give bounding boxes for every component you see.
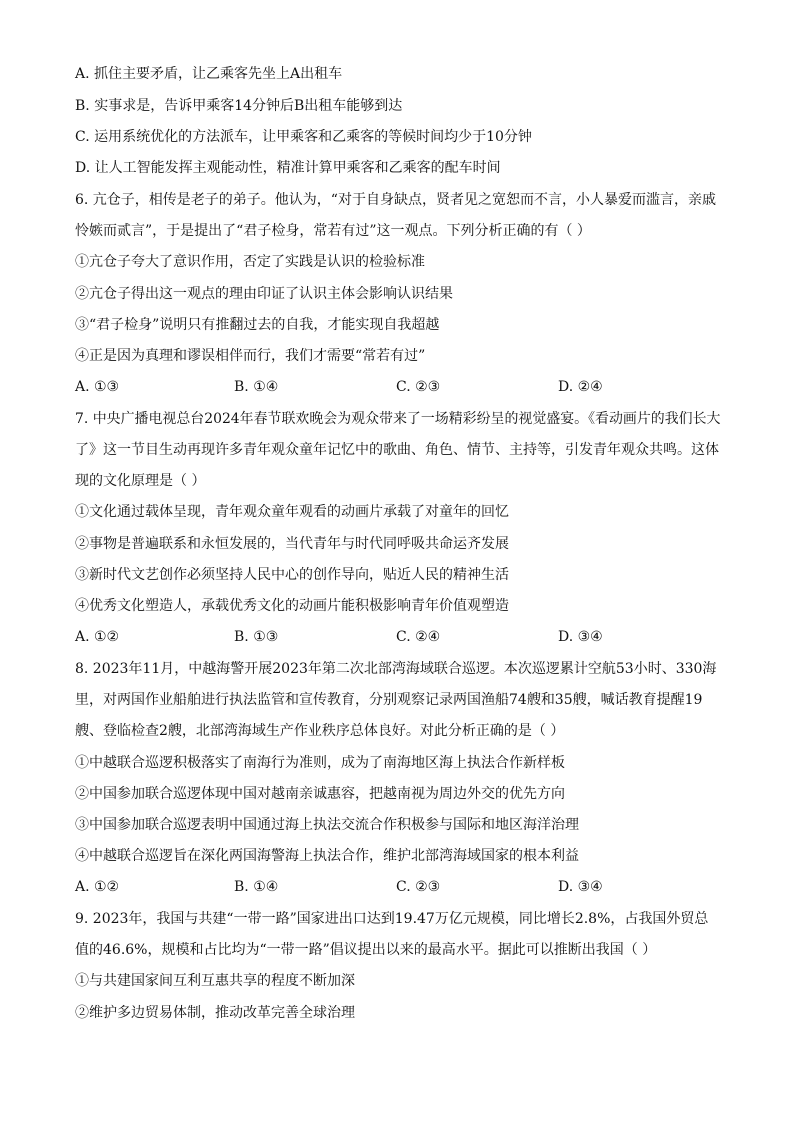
q6-statement-3: ③“君子检身”说明只有推翻过去的自我，才能实现自我超越 — [75, 317, 440, 333]
q5-option-a: A. 抓住主要矛盾，让乙乘客先坐上A出租车 — [75, 66, 343, 82]
q8-choice-a: A. ①② — [75, 879, 120, 895]
q7-choice-a: A. ①② — [75, 629, 120, 645]
q7-choice-c: C. ②④ — [396, 629, 441, 645]
q8-stem-line-2: 里，对两国作业船舶进行执法监管和宣传教育，分别观察记录两国渔船74艘和35艘，喊话教育提醒19 — [75, 692, 703, 708]
q6-choice-c: C. ②③ — [396, 379, 441, 395]
q8-stem-line-1: 8. 2023年11月，中越海警开展2023年第二次北部湾海域联合巡逻。本次巡逻累计空航53小时、330海 — [75, 661, 717, 677]
q7-statement-4: ④优秀文化塑造人，承载优秀文化的动画片能积极影响青年价值观塑造 — [75, 598, 509, 614]
q6-choice-b: B. ①④ — [234, 379, 279, 395]
q6-stem-line-1: 6. 亢仓子，相传是老子的弟子。他认为，“对于自身缺点，贤者见之宽恕而不言，小人暴爱而滥言，亲戚 — [75, 192, 716, 208]
q6-statement-4: ④正是因为真理和谬误相伴而行，我们才需要“常若有过” — [75, 348, 426, 364]
q8-choice-c: C. ②③ — [396, 879, 441, 895]
q6-statement-1: ①亢仓子夸大了意识作用，否定了实践是认识的检验标准 — [75, 254, 425, 270]
q5-option-d: D. 让人工智能发挥主观能动性，精准计算甲乘客和乙乘客的配车时间 — [75, 160, 501, 176]
q8-statement-1: ①中越联合巡逻积极落实了南海行为准则，成为了南海地区海上执法合作新样板 — [75, 755, 565, 771]
q7-stem-line-1: 7. 中央广播电视总台2024年春节联欢晚会为观众带来了一场精彩纷呈的视觉盛宴。《看动画片的我们长大 — [75, 411, 721, 427]
q7-statement-1: ①文化通过载体呈现，青年观众童年观看的动画片承载了对童年的回忆 — [75, 504, 509, 520]
q7-stem-line-3: 现的文化原理是（ ） — [75, 473, 206, 489]
q6-choice-d: D. ②④ — [558, 379, 603, 395]
q6-stem-line-2: 怜嫉而贰言”，于是提出了“君子检身，常若有过”这一观点。下列分析正确的有（ ） — [75, 223, 591, 239]
q8-statement-2: ②中国参加联合巡逻体现中国对越南亲诚惠容，把越南视为周边外交的优先方向 — [75, 786, 565, 802]
q5-option-c: C. 运用系统优化的方法派车，让甲乘客和乙乘客的等候时间均少于10分钟 — [75, 129, 532, 145]
q5-option-b: B. 实事求是，告诉甲乘客14分钟后B出租车能够到达 — [75, 98, 403, 114]
q8-stem-line-3: 艘、登临检查2艘，北部湾海域生产作业秩序总体良好。对此分析正确的是（ ） — [75, 723, 565, 739]
q8-statement-4: ④中越联合巡逻旨在深化两国海警海上执法合作，维护北部湾海域国家的根本利益 — [75, 848, 579, 864]
q7-statement-3: ③新时代文艺创作必须坚持人民中心的创作导向，贴近人民的精神生活 — [75, 567, 509, 583]
q7-choice-b: B. ①③ — [234, 629, 279, 645]
q7-stem-line-2: 了》这一节目生动再现许多青年观众童年记忆中的歌曲、角色、情节、主持等，引发青年观众共鸣。这体 — [75, 442, 719, 458]
q7-statement-2: ②事物是普遍联系和永恒发展的，当代青年与时代同呼吸共命运齐发展 — [75, 536, 509, 552]
q7-choice-d: D. ③④ — [558, 629, 603, 645]
q6-choice-a: A. ①③ — [75, 379, 120, 395]
q6-statement-2: ②亢仓子得出这一观点的理由印证了认识主体会影响认识结果 — [75, 286, 453, 302]
q9-statement-2: ②维护多边贸易体制，推动改革完善全球治理 — [75, 1005, 355, 1021]
q9-statement-1: ①与共建国家间互利互惠共享的程度不断加深 — [75, 973, 355, 989]
q9-stem-line-2: 值的46.6%，规模和占比均为“一带一路”倡议提出以来的最高水平。据此可以推断出我国（ ） — [75, 942, 657, 958]
q8-choice-b: B. ①④ — [234, 879, 279, 895]
q9-stem-line-1: 9. 2023年，我国与共建“一带一路”国家进出口达到19.47万亿元规模，同比增长2.8%，占我国外贸总 — [75, 911, 709, 927]
q8-statement-3: ③中国参加联合巡逻表明中国通过海上执法交流合作积极参与国际和地区海洋治理 — [75, 817, 579, 833]
q8-choice-d: D. ③④ — [558, 879, 603, 895]
